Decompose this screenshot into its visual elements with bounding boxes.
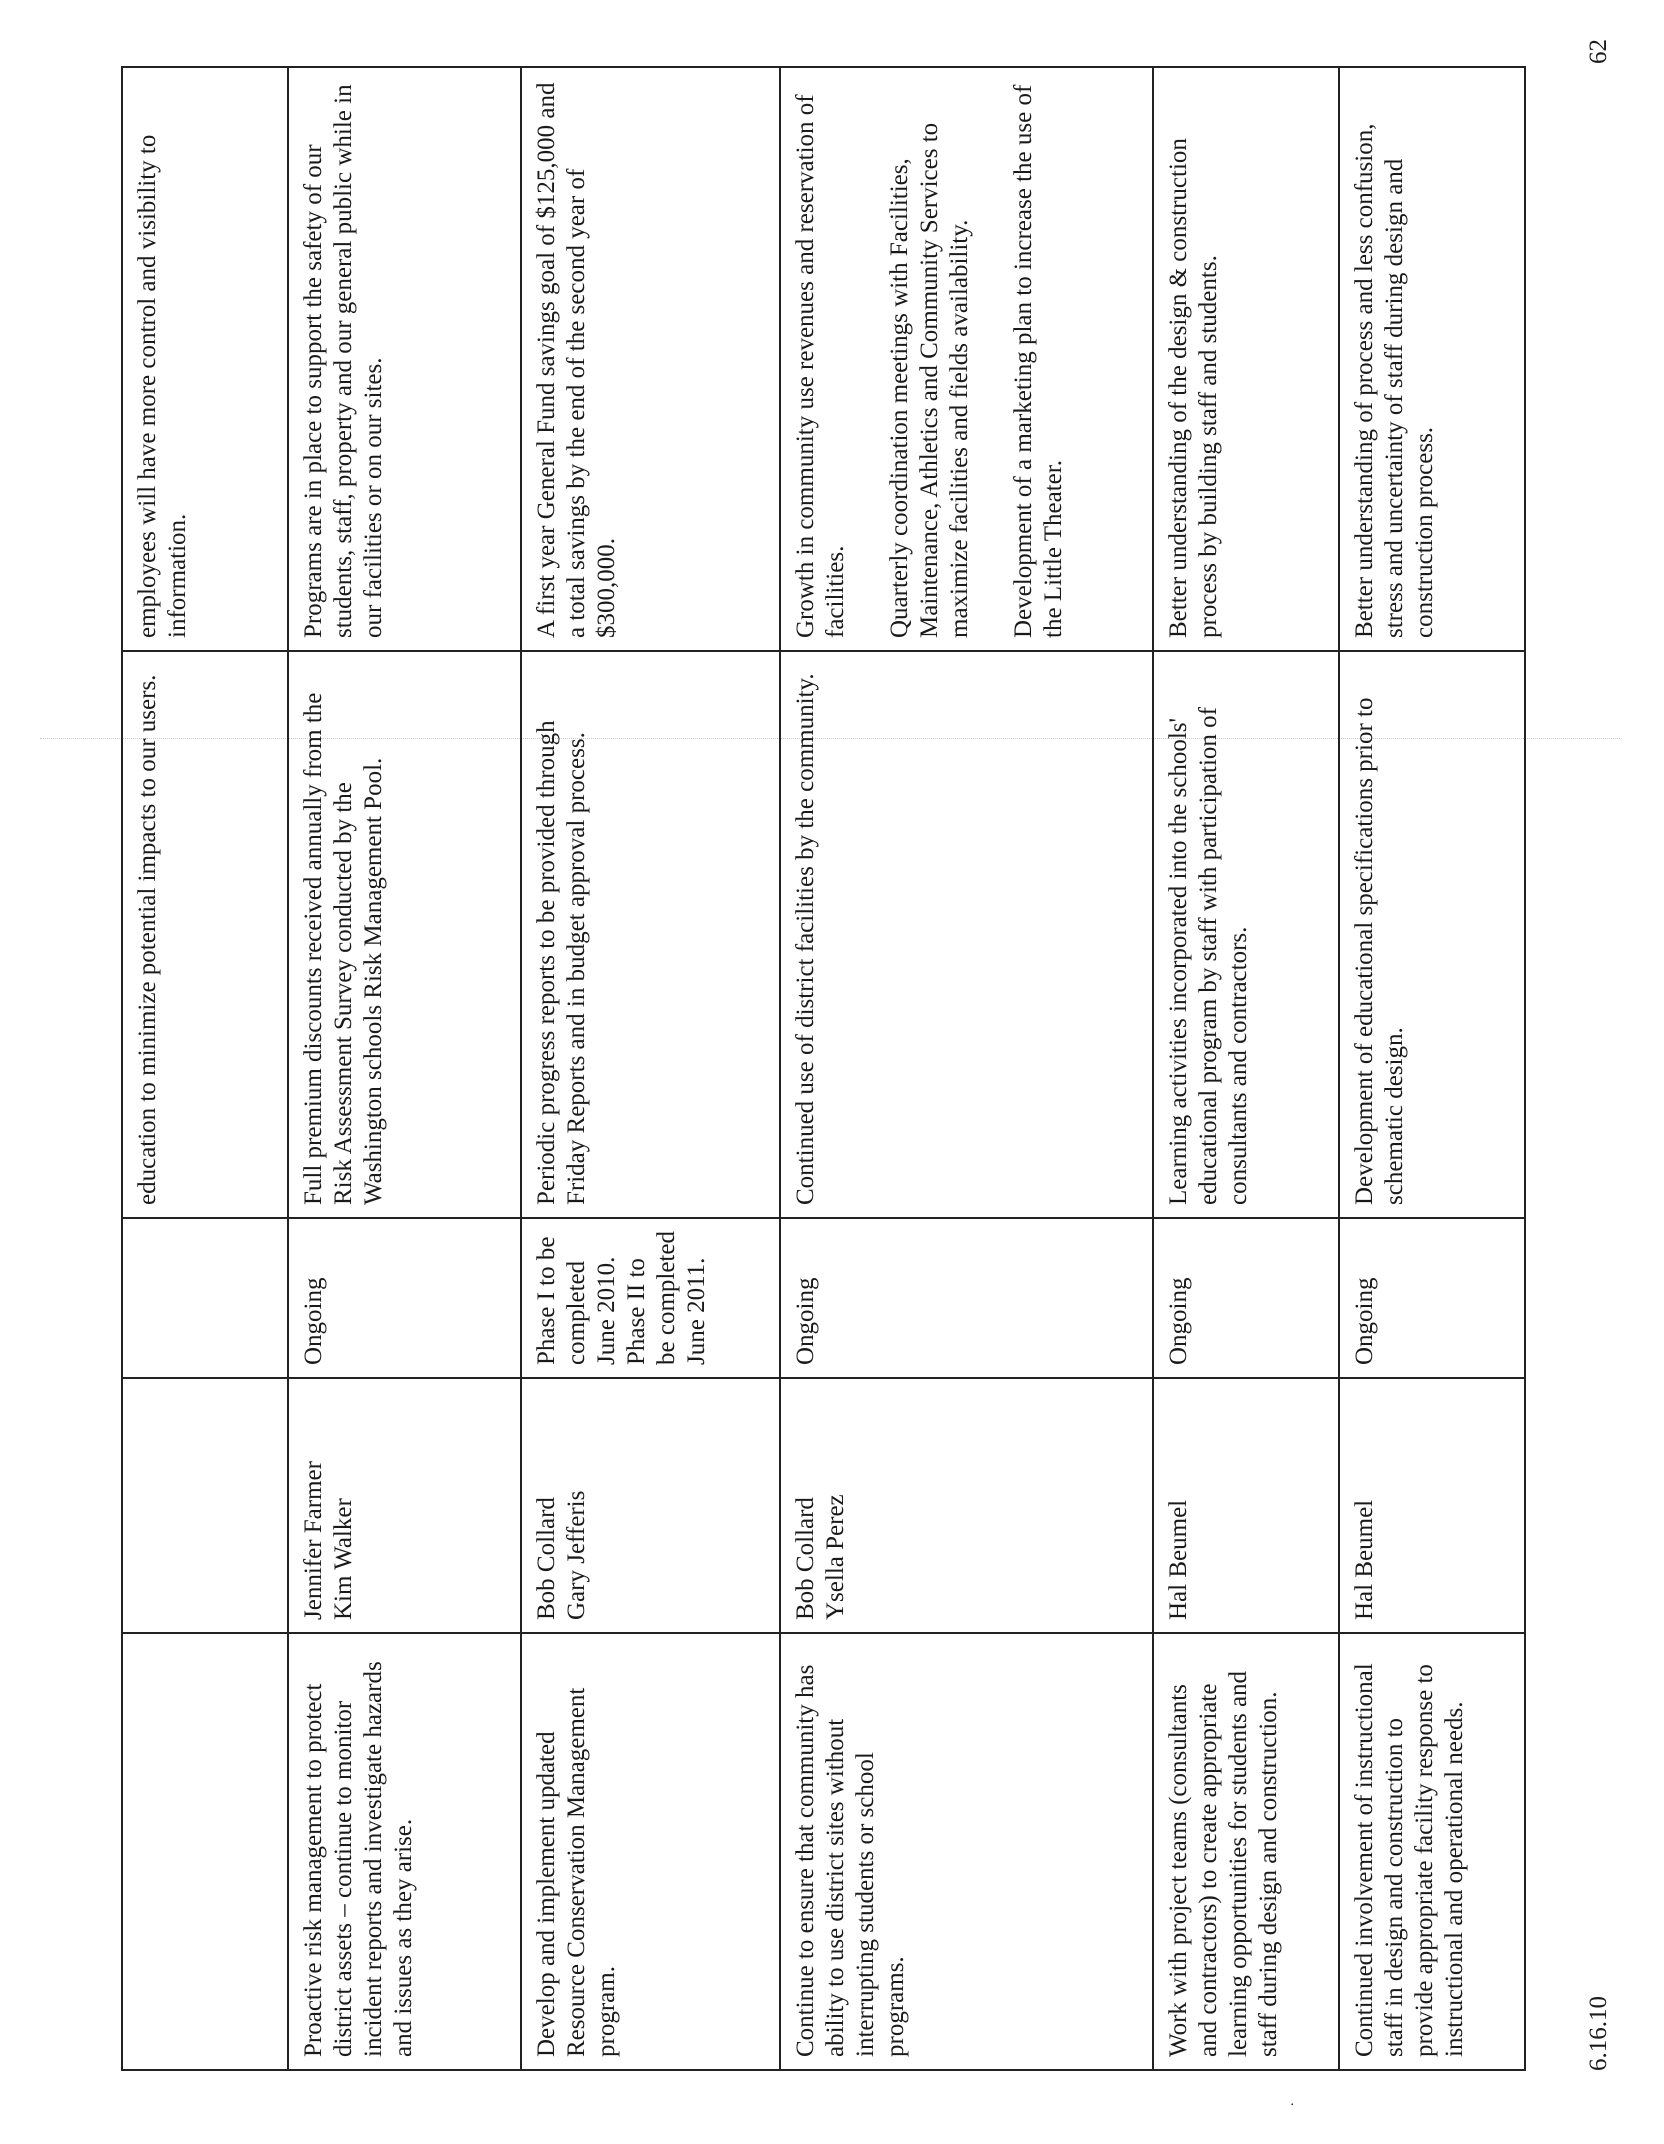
owner-cell: Hal Beumel <box>1153 1378 1339 1633</box>
owner-cell: Bob Collard Gary Jefferis <box>521 1378 780 1633</box>
timeline-cell: Phase I to be completed June 2010. Phase II to be completed June 2011. <box>521 1218 780 1378</box>
measure-cell: Learning activities incorporated into the schools' educational program by staff with participation of consultants and contractors. <box>1153 651 1339 1218</box>
timeline-cell: Ongoing <box>1339 1218 1525 1378</box>
outcome-cell <box>780 67 1153 651</box>
outcome-paragraph: Quarterly coordination meetings with Facilities, Maintenance, Athletics and Community Services to maximize facilities and fields availability. <box>886 122 973 638</box>
goal-cell: Continued involvement of instructional staff in design and construction to provide appropriate facility response to instructional and operational needs. <box>1339 1633 1525 2070</box>
goal-cell: Continue to ensure that community has ability to use district sites without interrupting students or school programs. <box>780 1633 1153 2070</box>
table-row <box>780 67 1153 2070</box>
table-row <box>1339 67 1525 2070</box>
table-row <box>1153 67 1339 2070</box>
timeline-cell: Ongoing <box>780 1218 1153 1378</box>
page-number: 62 <box>1585 39 1612 64</box>
outcome-cell: Better understanding of the design & construction process by building staff and students. <box>1153 67 1339 651</box>
measure-cell: education to minimize potential impacts to our users. <box>122 651 288 1218</box>
measure-cell: Development of educational specifications prior to schematic design. <box>1339 651 1525 1218</box>
footer-date: 6.16.10 <box>1585 1996 1612 2071</box>
owner-cell: Bob Collard Ysella Perez <box>780 1378 1153 1633</box>
owner-cell <box>122 1378 288 1633</box>
goal-cell: Develop and implement updated Resource Conservation Management program. <box>521 1633 780 2070</box>
outcome-cell: employees will have more control and visibility to information. <box>122 67 288 651</box>
outcome-paragraph: Development of a marketing plan to increase the use of the Little Theater. <box>1010 84 1067 638</box>
measure-cell: Continued use of district facilities by the community. <box>780 651 1153 1218</box>
timeline-cell: Ongoing <box>1153 1218 1339 1378</box>
table-row <box>122 67 288 2070</box>
timeline-cell: Ongoing <box>288 1218 521 1378</box>
outcome-paragraph: Growth in community use revenues and reservation of facilities. <box>792 94 849 638</box>
goal-cell: Work with project teams (consultants and contractors) to create appropriate learning opportunities for students and staff during design and construction. <box>1153 1633 1339 2070</box>
timeline-cell <box>122 1218 288 1378</box>
measure-cell: Periodic progress reports to be provided through Friday Reports and in budget approval process. <box>521 651 780 1218</box>
owner-cell: Hal Beumel <box>1339 1378 1525 1633</box>
measure-cell: Full premium discounts received annually from the Risk Assessment Survey conducted by the Washington schools Risk Management Pool. <box>288 651 521 1218</box>
table-row <box>288 67 521 2070</box>
outcome-cell: Better understanding of process and less confusion, stress and uncertainty of staff during design and construction process. <box>1339 67 1525 651</box>
goal-cell: Proactive risk management to protect district assets – continue to monitor incident reports and investigate hazards and issues as they arise. <box>288 1633 521 2070</box>
action-plan-table <box>121 66 1526 2071</box>
outcome-cell: Programs are in place to support the safety of our students, staff, property and our general public while in our facilities or on our sites. <box>288 67 521 651</box>
goal-cell <box>122 1633 288 2070</box>
stray-mark: . <box>1282 2102 1297 2106</box>
table-row <box>521 67 780 2070</box>
outcome-cell: A first year General Fund savings goal of $125,000 and a total savings by the end of the second year of $300,000. <box>521 67 780 651</box>
owner-cell: Jennifer Farmer Kim Walker <box>288 1378 521 1633</box>
